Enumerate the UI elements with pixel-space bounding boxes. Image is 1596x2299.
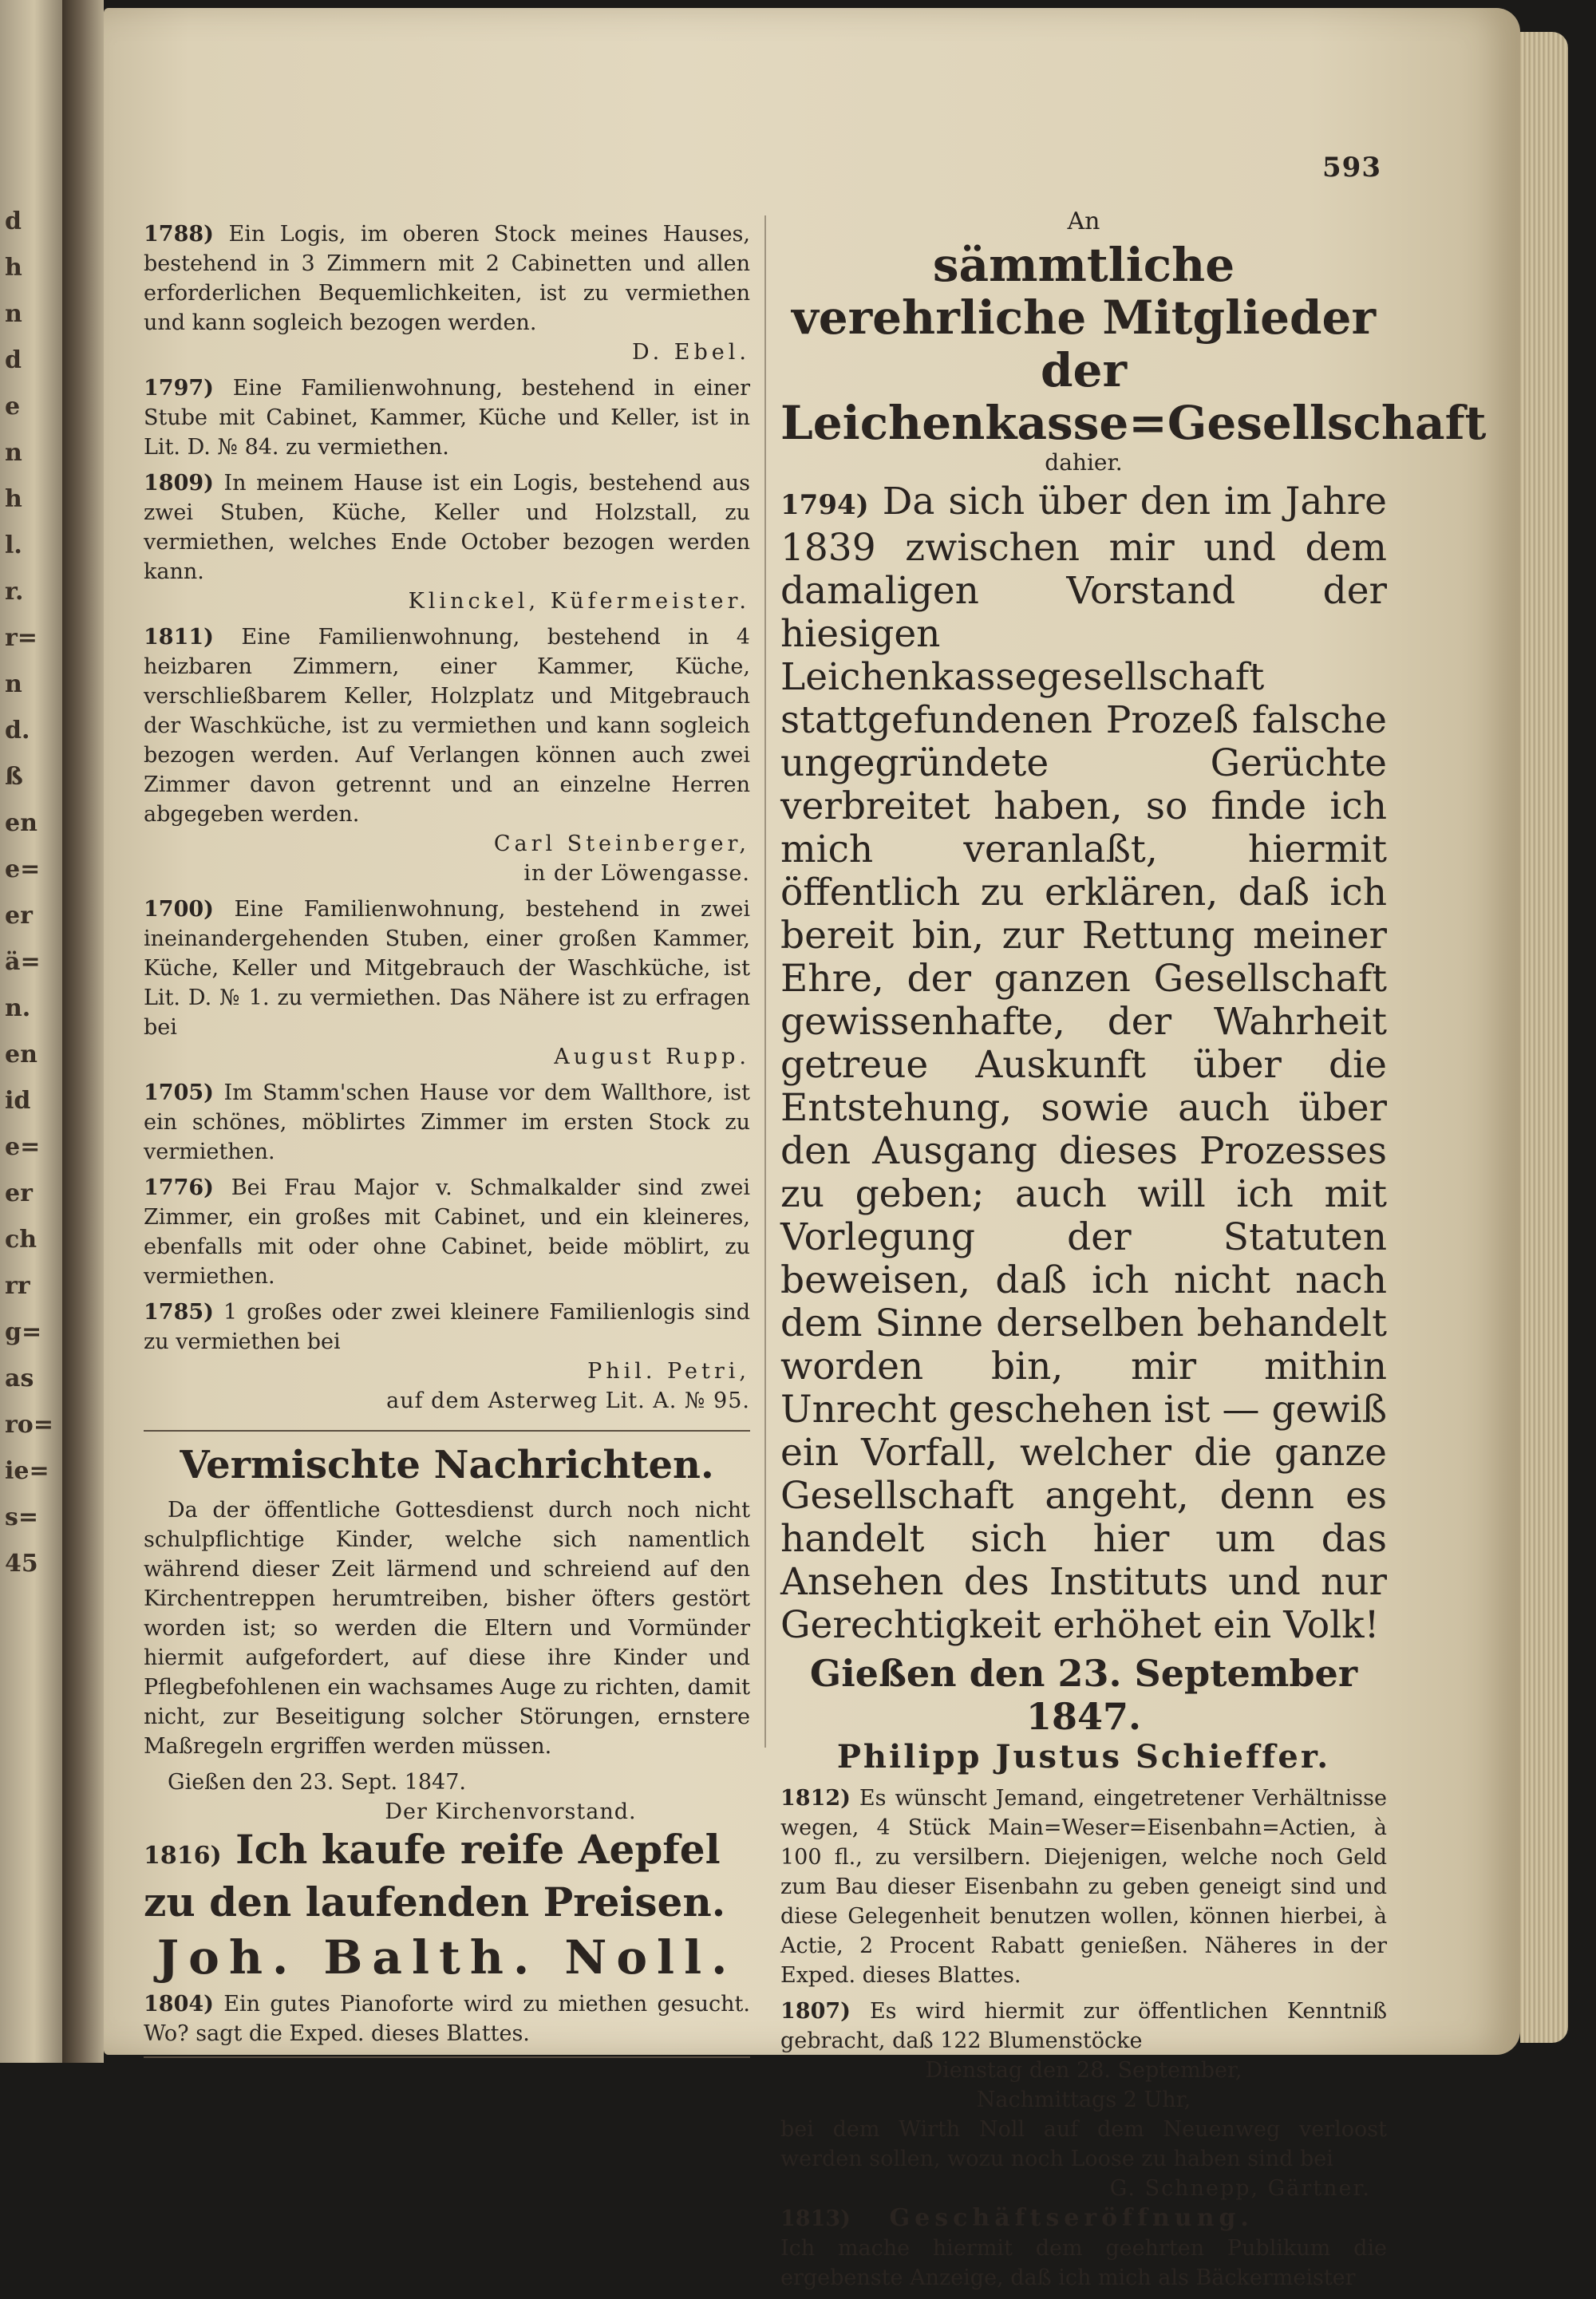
apple-ad-name: Joh. Balth. Noll. — [156, 1930, 737, 1985]
left-page-fragment: ie= — [5, 1457, 49, 1485]
ad-1807 — [780, 1997, 1387, 2056]
column-divider — [764, 215, 766, 1748]
left-page-fragment: s= — [5, 1503, 39, 1531]
ad-1813-text: Ich mache hiermit dem geehrten Publikum die ergebenste Anzeige, daß ich mich als Bäckermeister — [780, 2236, 1387, 2290]
ad-1807-number: 1807) — [780, 1999, 851, 2024]
bottom-rule — [144, 2056, 750, 2058]
left-page-fragment: h — [5, 485, 22, 513]
left-page-fragment: e= — [5, 1133, 41, 1161]
rental-ad-number: 1785) — [144, 1300, 214, 1325]
ad-1812 — [780, 1784, 1387, 1990]
notice-body: Da sich über den im Jahre 1839 zwischen mir und dem damaligen Vorstand der hiesigen Leichenkassegesellschaft stattgefundenen Prozeß falsche ungegründete Gerüchte verbreitet haben, so finde ich mich veranlaßt, hiermit öffentlich zu erklären, daß ich bereit bin, zur Rettung meiner Ehre, der ganzen Gesellschaft gewissenhafte, der Wahrheit getreue Auskunft über die Entstehung, sowie auch über den Ausgang dieses Prozesses zu geben; auch will ich mit Vorlegung der Statuten beweisen, daß ich nicht nach dem Sinne derselben behandelt worden bin, mir mithin Unrecht geschehen ist — gewiß ein Vorfall, welcher die ganze Gesellschaft angeht, denn es handelt sich hier um das Ansehen des Instituts und nur Gerechtigkeit erhöhet ein Volk! — [780, 480, 1387, 1647]
rental-ad-number: 1705) — [144, 1080, 214, 1105]
page-edge-stack — [1520, 32, 1568, 2043]
rental-ad-signature: Klinckel, Küfermeister. — [408, 589, 750, 614]
rental-ad — [144, 1298, 750, 1416]
left-page-fragment: id — [5, 1087, 31, 1115]
ad-1812-text: Es wünscht Jemand, eingetretener Verhältnisse wegen, 4 Stück Main=Weser=Eisenbahn=Actien, à 100 fl., zu versilbern. Diejenigen, welche noch Geld zum Bau dieser Eisenbahn zu geben geneigt sind und diese Gelegenheit benutzen wollen, können hierbei, à Actie, 2 Procent Rabatt genießen. Näheres in der Exped. dieses Blattes. — [780, 1786, 1387, 1988]
notice-dahier: dahier. — [1045, 449, 1123, 476]
ad-1813-number: 1813) — [780, 2206, 851, 2231]
ad-1813-heading: Geschäftseröffnung. — [889, 2204, 1254, 2232]
rental-ad-signature: August Rupp. — [554, 1045, 750, 1069]
misc-news-signature: Der Kirchenvorstand. — [385, 1799, 637, 1824]
rental-ad-number: 1788) — [144, 222, 214, 247]
left-page-fragment: rr — [5, 1272, 30, 1300]
left-page-fragment: d. — [5, 717, 30, 745]
piano-ad — [144, 1989, 750, 2048]
book-gutter — [62, 0, 104, 2063]
rental-ads — [144, 219, 750, 1416]
rental-ad-number: 1809) — [144, 471, 214, 496]
rental-ad — [144, 468, 750, 616]
rental-ad-number: 1700) — [144, 897, 214, 922]
rental-ad — [144, 1078, 750, 1167]
rental-ad — [144, 219, 750, 367]
rental-ad-text: In meinem Hause ist ein Logis, bestehend aus zwei Stuben, Küche, Keller und Holzstall, zu vermiethen, welches Ende October bezogen werden kann. — [144, 471, 750, 584]
apple-ad-number: 1816) — [144, 1842, 222, 1870]
left-page-fragment: en — [5, 1041, 38, 1069]
rental-ad-address: auf dem Asterweg Lit. A. № 95. — [386, 1388, 750, 1413]
left-page-fragment: n — [5, 670, 22, 698]
right-column — [780, 207, 1487, 2299]
notice-addressee-prefix: An — [1067, 207, 1100, 235]
left-page-edge — [0, 0, 62, 2063]
page-number: 593 — [1322, 152, 1381, 184]
left-page-fragment: d — [5, 346, 22, 374]
ad-1813 — [780, 2203, 1387, 2234]
left-page-fragment: r= — [5, 624, 38, 652]
rental-ad-signature: Carl Steinberger, — [493, 832, 750, 856]
notice-signer: Philipp Justus Schieffer. — [836, 1738, 1331, 1776]
notice-date: Gießen den 23. September 1847. — [809, 1652, 1358, 1738]
misc-news-heading: Vermischte Nachrichten. — [144, 1430, 750, 1487]
rental-ad-number: 1776) — [144, 1175, 214, 1200]
left-page-fragment: e= — [5, 855, 41, 883]
rental-ad-address: in der Löwengasse. — [523, 861, 750, 886]
left-page-fragment: h — [5, 254, 22, 282]
left-page-fragment: ä= — [5, 948, 41, 976]
ad-1807-date: Dienstag den 28. September, — [925, 2058, 1242, 2083]
misc-news-date: Gießen den 23. Sept. 1847. — [168, 1770, 466, 1795]
rental-ad-text: Eine Familienwohnung, bestehend in 4 heizbaren Zimmern, einer Kammer, Küche, verschließbarem Keller, Holzplatz und Mitgebrauch der Waschküche, ist zu vermiethen und kann sogleich bezogen werden. Auf Verlangen können auch zwei Zimmer davon getrennt und an einzelne Herren abgegeben werden. — [144, 625, 750, 827]
apple-ad-text: Ich kaufe reife Aepfel zu den laufenden Preisen. — [144, 1826, 726, 1926]
ad-1807-time: Nachmittags 2 Uhr, — [976, 2088, 1191, 2112]
piano-ad-text: Ein gutes Pianoforte wird zu miethen gesucht. Wo? sagt die Exped. dieses Blattes. — [144, 1992, 750, 2046]
apple-ad — [144, 1827, 750, 1926]
rental-ad-text: Bei Frau Major v. Schmalkalder sind zwei Zimmer, ein großes mit Cabinet, und ein kleineres, ebenfalls mit oder ohne Cabinet, beide möblirt, zu vermiethen. — [144, 1175, 750, 1289]
rental-ad-text: Im Stamm'schen Hause vor dem Wallthore, ist ein schönes, möblirtes Zimmer im ersten Stock zu vermiethen. — [144, 1080, 750, 1164]
rental-ad — [144, 622, 750, 888]
left-page-fragment: ß — [5, 763, 23, 791]
left-page-fragment: n — [5, 300, 22, 328]
misc-news-text: Da der öffentliche Gottesdienst durch noch nicht schulpflichtige Kinder, welche sich namentlich während dieser Zeit lärmend und schreiend auf den Kirchentreppen herumtreiben, bisher öfters gestört worden ist; so werden die Eltern und Vormünder hiermit aufgefordert, auf diese ihre Kinder und Pflegbefohlenen ein wachsames Auge zu richten, damit nicht, zur Beseitigung solcher Störungen, ernstere Maßregeln ergriffen werden müssen. — [144, 1498, 750, 1759]
rental-ad — [144, 895, 750, 1072]
left-page-fragment: er — [5, 902, 33, 930]
left-page-fragment: er — [5, 1179, 33, 1207]
piano-ad-number: 1804) — [144, 1992, 214, 2017]
rental-ad — [144, 1173, 750, 1291]
rental-ad — [144, 373, 750, 462]
rental-ad-number: 1811) — [144, 625, 214, 650]
ad-1807-text2: bei dem Wirth Noll auf dem Neuenweg verloost werden sollen, wozu noch Loose zu haben sind bei — [780, 2117, 1387, 2171]
rental-ad-signature: D. Ebel. — [631, 340, 750, 365]
rental-ad-text: Ein Logis, im oberen Stock meines Hauses, bestehend in 3 Zimmern mit 2 Cabinetten und allen erforderlichen Bequemlichkeiten, ist zu vermiethen und kann sogleich bezogen werden. — [144, 222, 750, 335]
left-page-fragment: e — [5, 393, 21, 421]
ad-1812-number: 1812) — [780, 1786, 851, 1811]
notice-number: 1794) — [780, 489, 869, 521]
ad-1807-signature: G. Schnepp, Gärtner. — [1109, 2176, 1371, 2201]
left-page-fragment: ro= — [5, 1411, 53, 1439]
rental-ad-text: Eine Familienwohnung, bestehend in einer Stube mit Cabinet, Kammer, Küche und Keller, ist in Lit. D. № 84. zu vermiethen. — [144, 376, 750, 460]
left-page-fragment: g= — [5, 1318, 42, 1346]
notice-title: sämmtliche verehrliche Mitglieder der Leichenkasse=Gesellschaft — [780, 238, 1487, 450]
left-page-fragment: 45 — [5, 1550, 38, 1578]
rental-ad-signature: Phil. Petri, — [587, 1359, 750, 1384]
left-page-fragment: d — [5, 207, 22, 235]
rental-ad-text: 1 großes oder zwei kleinere Familienlogis sind zu vermiethen bei — [144, 1300, 750, 1354]
ad-1807-text: Es wird hiermit zur öffentlichen Kenntniß gebracht, daß 122 Blumenstöcke — [780, 1999, 1387, 2053]
left-page-fragment: en — [5, 809, 38, 837]
left-page-fragment: as — [5, 1365, 34, 1392]
left-page-fragment: l. — [5, 531, 22, 559]
rental-ad-text: Eine Familienwohnung, bestehend in zwei ineinandergehenden Stuben, einer großen Kammer, Küche, Keller und Mitgebrauch der Waschküche, ist Lit. D. № 1. zu vermiethen. Das Nähere ist zu erfragen bei — [144, 897, 750, 1040]
left-page-fragment: n. — [5, 994, 31, 1022]
rental-ad-number: 1797) — [144, 376, 214, 401]
left-page-fragment: n — [5, 439, 22, 467]
left-page-fragment: ch — [5, 1226, 38, 1254]
left-column — [144, 219, 750, 2063]
notice-text — [780, 480, 1387, 1647]
left-page-fragment: r. — [5, 578, 24, 606]
